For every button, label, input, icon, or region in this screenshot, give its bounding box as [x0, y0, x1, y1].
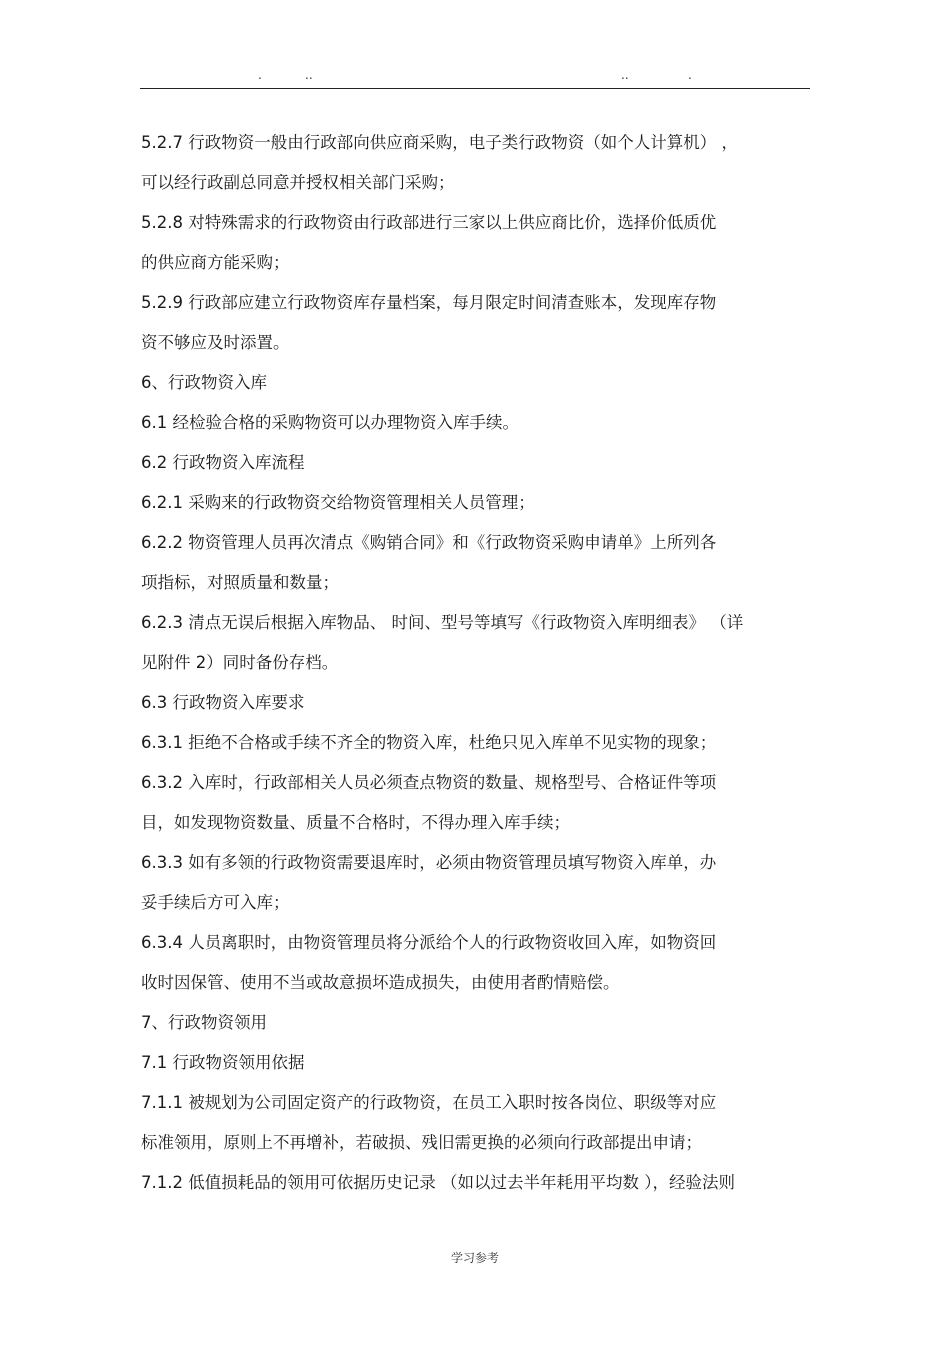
text-line: 6.3.2 入库时，行政部相关人员必须查点物资的数量、规格型号、合格证件等项	[141, 773, 717, 792]
subsection-heading: 6.2 行政物资入库流程	[141, 453, 305, 472]
text-line: 7.1.1 被规划为公司固定资产的行政物资，在员工入职时按各岗位、职级等对应	[141, 1093, 717, 1112]
text-line: 5.2.9 行政部应建立行政物资库存量档案，每月限定时间清查账本，发现库存物	[141, 293, 717, 312]
text-line: 项指标，对照质量和数量；	[141, 573, 339, 592]
text-line: 见附件 2）同时备份存档。	[141, 653, 339, 672]
header-mark: .	[688, 68, 692, 82]
text-line: 6.2.3 清点无误后根据入库物品、 时间、型号等填写《行政物资入库明细表》 （详	[141, 613, 744, 632]
text-line: 妥手续后方可入库；	[141, 893, 290, 912]
text-line: 可以经行政副总同意并授权相关部门采购；	[141, 173, 455, 192]
text-line: 5.2.8 对特殊需求的行政物资由行政部进行三家以上供应商比价，选择价低质优	[141, 213, 717, 232]
header-mark: .	[258, 68, 262, 82]
text-line: 6.1 经检验合格的采购物资可以办理物资入库手续。	[141, 413, 519, 432]
text-line: 目，如发现物资数量、质量不合格时，不得办理入库手续；	[141, 813, 570, 832]
text-line: 收时因保管、使用不当或故意损坏造成损失，由使用者酌情赔偿。	[141, 973, 620, 992]
section-heading: 6、行政物资入库	[141, 373, 267, 392]
subsection-heading: 7.1 行政物资领用依据	[141, 1053, 305, 1072]
text-line: 6.3.1 拒绝不合格或手续不齐全的物资入库，杜绝只见入库单不见实物的现象；	[141, 733, 717, 752]
subsection-heading: 6.3 行政物资入库要求	[141, 693, 305, 712]
header-mark: ..	[621, 68, 629, 82]
text-line: 5.2.7 行政物资一般由行政部向供应商采购，电子类行政物资（如个人计算机） ，	[141, 133, 738, 152]
text-line: 6.2.2 物资管理人员再次清点《购销合同》和《行政物资采购申请单》上所列各	[141, 533, 717, 552]
text-line: 6.3.3 如有多领的行政物资需要退库时，必须由物资管理员填写物资入库单，办	[141, 853, 717, 872]
header-mark: ..	[305, 68, 313, 82]
section-heading: 7、行政物资领用	[141, 1013, 267, 1032]
text-line: 标准领用，原则上不再增补，若破损、残旧需更换的必须向行政部提出申请；	[141, 1133, 702, 1152]
header-rule	[140, 88, 810, 89]
text-line: 7.1.2 低值损耗品的领用可依据历史记录 （如以过去半年耗用平均数 ），经验法则	[141, 1173, 735, 1192]
page-footer: 学习参考	[450, 1251, 499, 1265]
text-line: 的供应商方能采购；	[141, 253, 290, 272]
text-line: 6.3.4 人员离职时，由物资管理员将分派给个人的行政物资收回入库，如物资回	[141, 933, 717, 952]
text-line: 6.2.1 采购来的行政物资交给物资管理相关人员管理；	[141, 493, 535, 512]
text-line: 资不够应及时添置。	[141, 333, 290, 352]
